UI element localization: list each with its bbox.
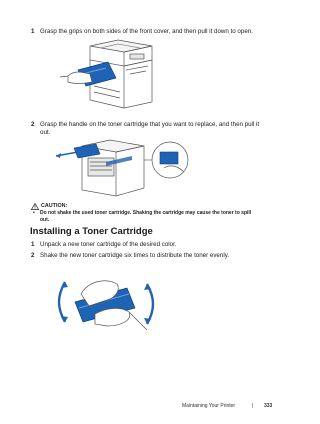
step-text: Unpack a new toner cartridge of the desired color. <box>40 241 177 248</box>
step-text: Grasp the grips on both sides of the front cover, and then pull it down to open. <box>40 28 253 35</box>
toner-removal-illustration <box>52 138 202 198</box>
page-number: 333 <box>264 403 273 409</box>
warning-icon <box>31 203 39 210</box>
step-number: 1 <box>31 28 35 35</box>
footer-section-title: Maintaining Your Printer <box>182 403 236 409</box>
step-number: 1 <box>31 241 35 248</box>
step-text-continued: out. <box>40 129 51 136</box>
caution-text-continued: out. <box>40 217 50 223</box>
step-text: Shake the new toner cartridge six times to distribute the toner evenly. <box>40 252 230 259</box>
caution-title: CAUTION: <box>41 203 68 209</box>
step-number: 2 <box>31 121 35 128</box>
section-heading: Installing a Toner Cartridge <box>30 226 153 237</box>
footer-separator: | <box>252 403 254 409</box>
step-text: Grasp the handle on the toner cartridge that you want to replace, and then pull it <box>40 121 260 128</box>
shake-toner-illustration <box>55 268 155 332</box>
step-number: 2 <box>31 252 35 259</box>
caution-text: Do not shake the used toner cartridge. Shaking the cartridge may cause the toner to spill <box>40 210 252 216</box>
printer-open-cover-illustration <box>60 40 180 112</box>
caution-bullet: • <box>33 210 35 216</box>
